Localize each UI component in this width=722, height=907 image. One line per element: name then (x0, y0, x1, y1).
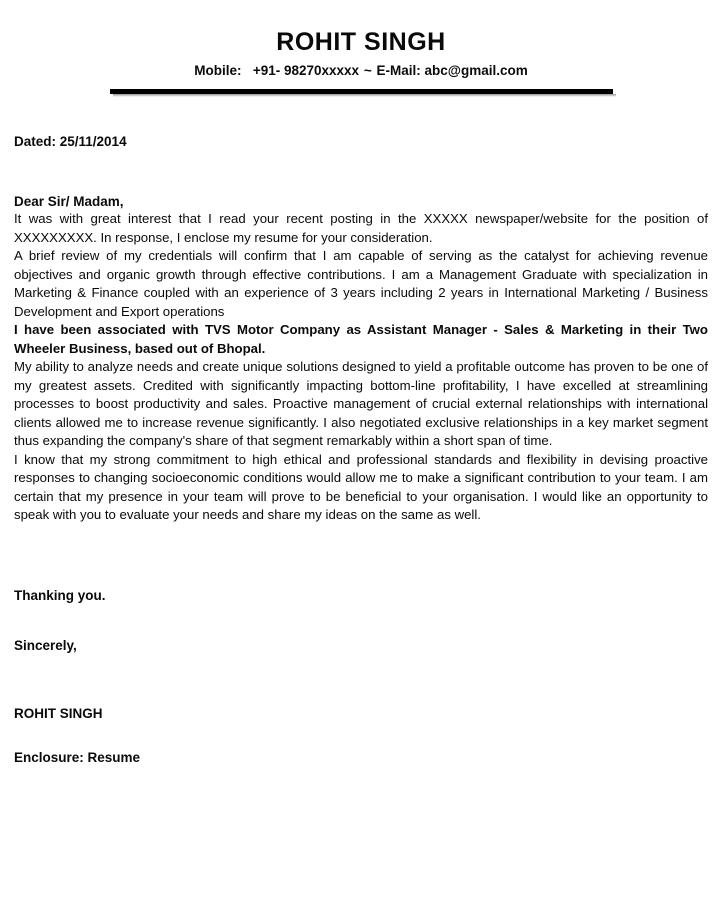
closing-sincerely: Sincerely, (14, 638, 77, 654)
closing-thanking: Thanking you. (14, 587, 106, 603)
letter-body (14, 133, 708, 767)
paragraph-intro: It was with great interest that I read your recent posting in the XXXXX newspaper/website for the position of XXXXXXXXX. In response, I enclose my resume for your consideration. (14, 211, 708, 245)
paragraph-closing-pitch: I know that my strong commitment to high ethical and professional standards and flexibility in devising proactive responses to changing socioeconomic conditions would allow me to make a significant contribution to your team. I am certain that my presence in your team will prove to be beneficial to your organisation. I would like an opportunity to speak with you to evaluate your needs and share my ideas on the same as well. (14, 451, 708, 523)
paragraph-strengths: My ability to analyze needs and create unique solutions designed to yield a profitable outcome has proven to be one of my greatest assets. Credited with significantly impacting bottom-line profitability, I have excelled at streamlining processes to boost productivity and sales. Proactive management of crucial external relationships with international clients allowed me to increase revenue significantly. I also negotiated exclusive relationships in a key market segment thus expanding the company's share of that segment remarkably within a short span of time. (14, 359, 708, 449)
email-value: abc@gmail.com (424, 63, 528, 78)
salutation: Dear Sir/ Madam, (14, 193, 124, 209)
closing-block (14, 587, 708, 767)
contact-separator: ~ (363, 63, 372, 78)
sender-name: ROHIT SINGH (276, 28, 446, 56)
header-divider-shadow (113, 94, 616, 97)
enclosure-note: Enclosure: Resume (14, 750, 141, 766)
contact-line (14, 63, 708, 79)
mobile-value: +91- 98270xxxxx (252, 63, 360, 78)
letterhead (14, 0, 708, 97)
letter-date: Dated: 25/11/2014 (14, 134, 127, 150)
mobile-label: Mobile: (194, 63, 242, 78)
paragraph-current-role: I have been associated with TVS Motor Company as Assistant Manager - Sales & Marketing in their Two Wheeler Business, based out of Bhopal. (14, 322, 708, 356)
header-divider (110, 89, 613, 97)
email-label: E-Mail: (376, 63, 421, 78)
signature-name: ROHIT SINGH (14, 705, 103, 721)
paragraph-credentials: A brief review of my credentials will confirm that I am capable of serving as the catalyst for achieving revenue objectives and organic growth through effective contributions. I am a Management Graduate with specialization in Marketing & Finance coupled with an experience of 3 years including 2 years in International Marketing / Business Development and Export operations (14, 248, 708, 319)
